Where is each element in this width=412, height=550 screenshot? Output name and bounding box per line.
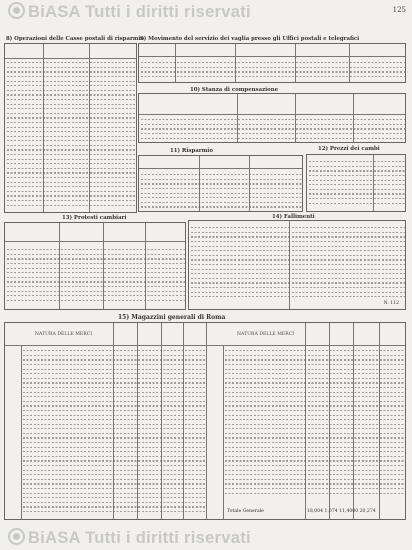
watermark-bottom: BiASA Tutti i diritti riservati xyxy=(8,528,251,548)
section-12-title: 12) Prezzi dei cambi xyxy=(318,146,380,152)
table-vaglia xyxy=(138,43,406,83)
magazzini-total-values: 18,004 1,074 11,4000 20,274 xyxy=(307,509,376,514)
table-risparmio xyxy=(138,155,303,212)
table-protesti xyxy=(4,222,186,310)
col-header-natura-left: NATURA DELLE MERCI xyxy=(35,332,93,337)
section-10-title: 10) Stanza di compensazione xyxy=(190,87,279,93)
magazzini-total-label: Totale Generale xyxy=(227,509,264,514)
section-15-title: 15) Magazzini generali di Roma xyxy=(118,314,226,321)
section-9-title: 9) Movimento del servizio dei vaglia presso gli Uffici postali e telegrafici xyxy=(140,36,360,42)
biasa-logo-icon xyxy=(8,2,25,19)
section-13-title: 13) Protesti cambiari xyxy=(62,215,127,221)
table-compensazione xyxy=(138,93,406,143)
table-cambi xyxy=(306,154,406,212)
watermark-top: BiASA Tutti i diritti riservati xyxy=(8,2,251,22)
table-magazzini xyxy=(4,322,406,520)
fallimenti-total: N. 112 xyxy=(383,301,399,306)
table-casse-risparmio xyxy=(4,43,137,213)
page-number: 125 xyxy=(392,6,406,14)
section-8-title: 8) Operazioni delle Casse postali di risparmio xyxy=(6,36,145,42)
section-11-title: 11) Risparmio xyxy=(170,148,213,154)
section-14-title: 14) Fallimenti xyxy=(272,214,315,220)
table-fallimenti xyxy=(188,220,406,310)
biasa-logo-icon xyxy=(8,528,25,545)
col-header-natura-right: NATURA DELLE MERCI xyxy=(237,332,295,337)
